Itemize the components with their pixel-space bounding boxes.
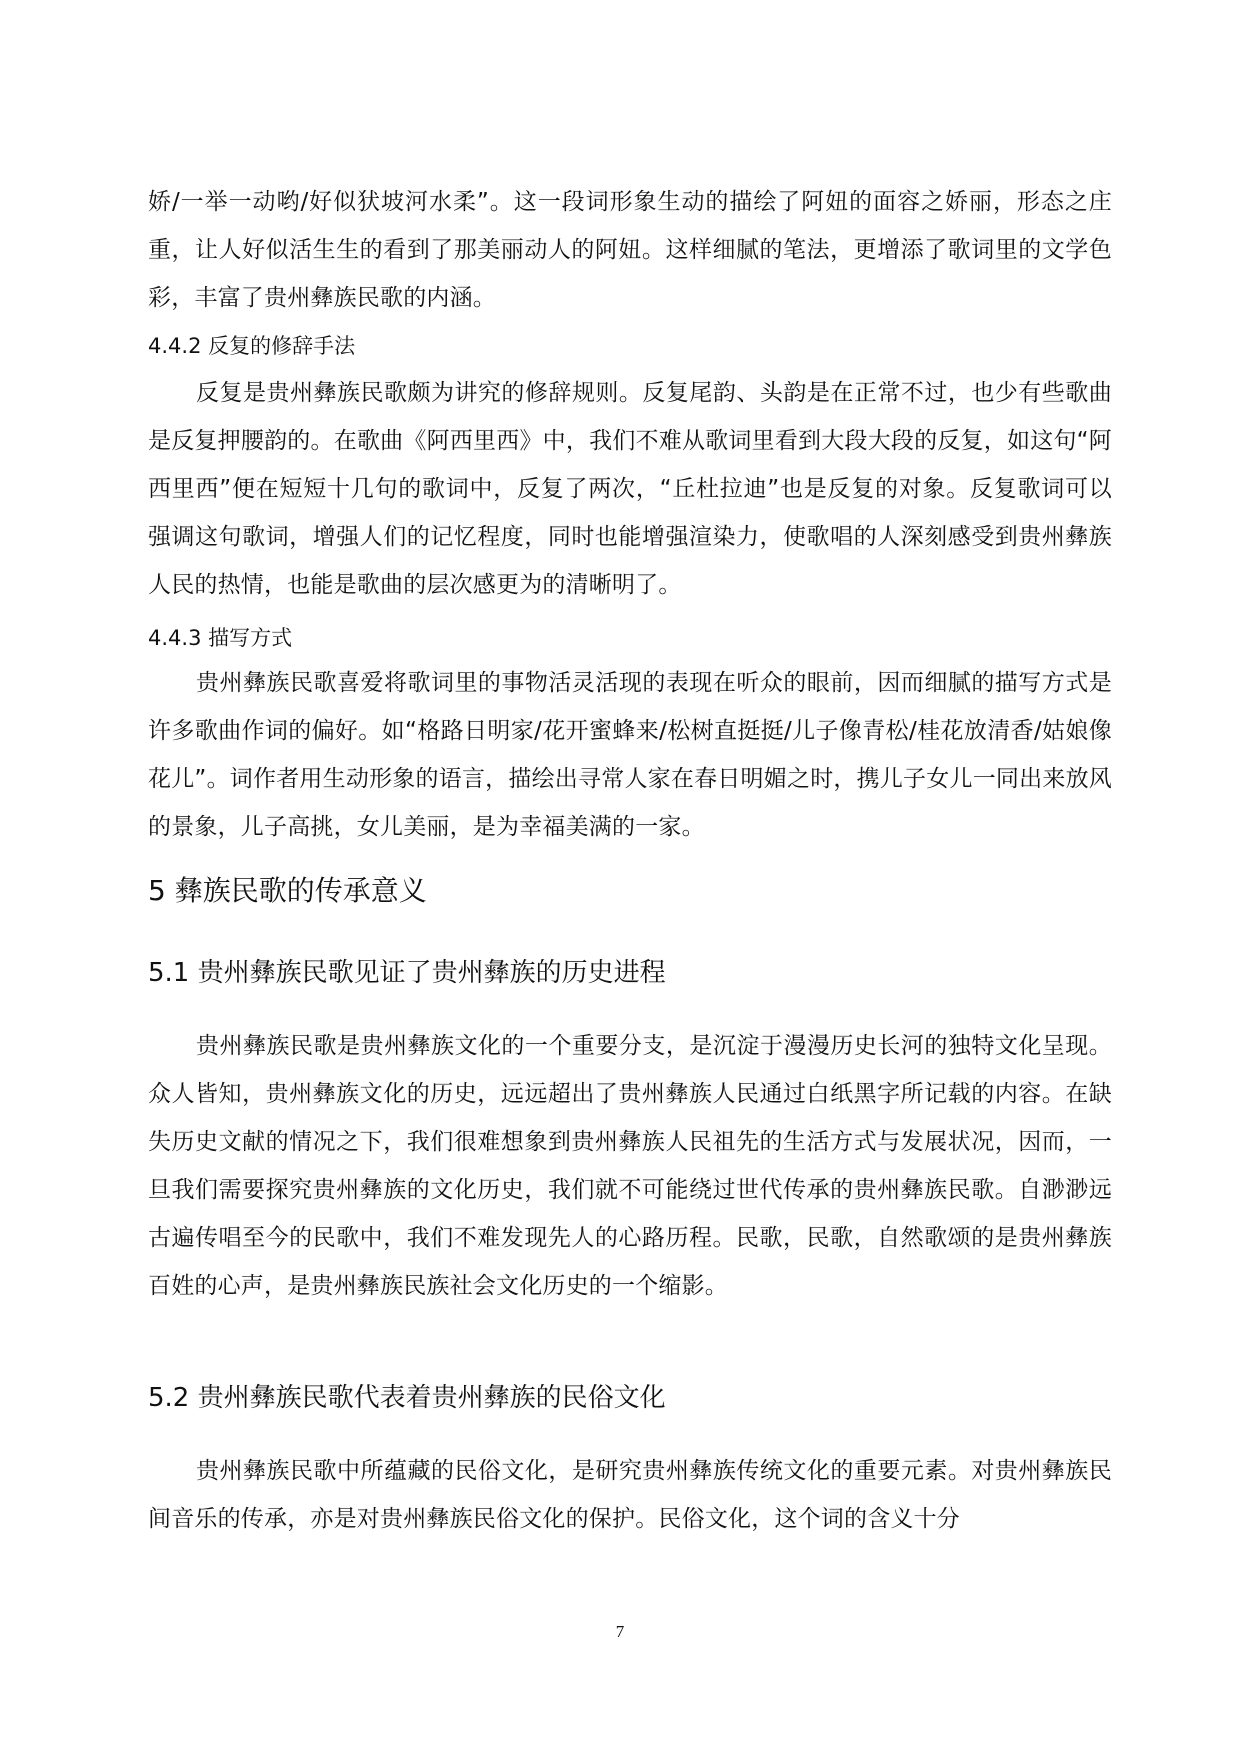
page-number: 7 <box>615 1622 625 1641</box>
section-4-4-3-heading: 4.4.3 描写方式 <box>148 626 293 650</box>
section-5-1-paragraph: 贵州彝族民歌是贵州彝族文化的一个重要分支，是沉淀于漫漫历史长河的独特文化呈现。众人皆知，贵州彝族文化的历史，远远超出了贵州彝族人民通过白纸黑字所记载的内容。在缺失历史文献的情况之下，我们很难想象到贵州彝族人民祖先的生活方式与发展状况，因而，一旦我们需要探究贵州彝族的文化历史，我们就不可能绕过世代传承的贵州彝族民歌。自渺渺远古遍传唱至今的民歌中，我们不难发现先人的心路历程。民歌，民歌，自然歌颂的是贵州彝族百姓的心声，是贵州彝族民族社会文化历史的一个缩影。 <box>148 1033 1112 1299</box>
section-5-2-heading: 5.2 贵州彝族民歌代表着贵州彝族的民俗文化 <box>148 1383 666 1413</box>
section-4-4-2-paragraph: 反复是贵州彝族民歌颇为讲究的修辞规则。反复尾韵、头韵是在正常不过，也少有些歌曲是反复押腰韵的。在歌曲《阿西里西》中，我们不难从歌词里看到大段大段的反复，如这句“阿西里西”便在短短十几句的歌词中，反复了两次，“丘杜拉迪”也是反复的对象。反复歌词可以强调这句歌词，增强人们的记忆程度，同时也能增强渲染力，使歌唱的人深刻感受到贵州彝族人民的热情，也能是歌曲的层次感更为的清晰明了。 <box>148 380 1112 598</box>
section-4-4-2-heading: 4.4.2 反复的修辞手法 <box>148 334 356 358</box>
section-4-4-3-paragraph: 贵州彝族民歌喜爱将歌词里的事物活灵活现的表现在听众的眼前，因而细腻的描写方式是许多歌曲作词的偏好。如“格路日明家/花开蜜蜂来/松树直挺挺/儿子像青松/桂花放清香/姑娘像花儿”。词作者用生动形象的语言，描绘出寻常人家在春日明媚之时，携儿子女儿一同出来放风的景象，儿子高挑，女儿美丽，是为幸福美满的一家。 <box>148 670 1112 840</box>
section-5-2-paragraph: 贵州彝族民歌中所蕴藏的民俗文化，是研究贵州彝族传统文化的重要元素。对贵州彝族民间音乐的传承，亦是对贵州彝族民俗文化的保护。民俗文化，这个词的含义十分 <box>148 1458 1112 1532</box>
intro-paragraph: 娇/一举一动哟/好似犾坡河水柔”。这一段词形象生动的描绘了阿妞的面容之娇丽，形态之庄重，让人好似活生生的看到了那美丽动人的阿妞。这样细腻的笔法，更增添了歌词里的文学色彩，丰富了贵州彝族民歌的内涵。 <box>148 189 1112 311</box>
section-5-1-heading: 5.1 贵州彝族民歌见证了贵州彝族的历史进程 <box>148 958 666 988</box>
chapter-5-heading: 5 彝族民歌的传承意义 <box>148 874 427 907</box>
